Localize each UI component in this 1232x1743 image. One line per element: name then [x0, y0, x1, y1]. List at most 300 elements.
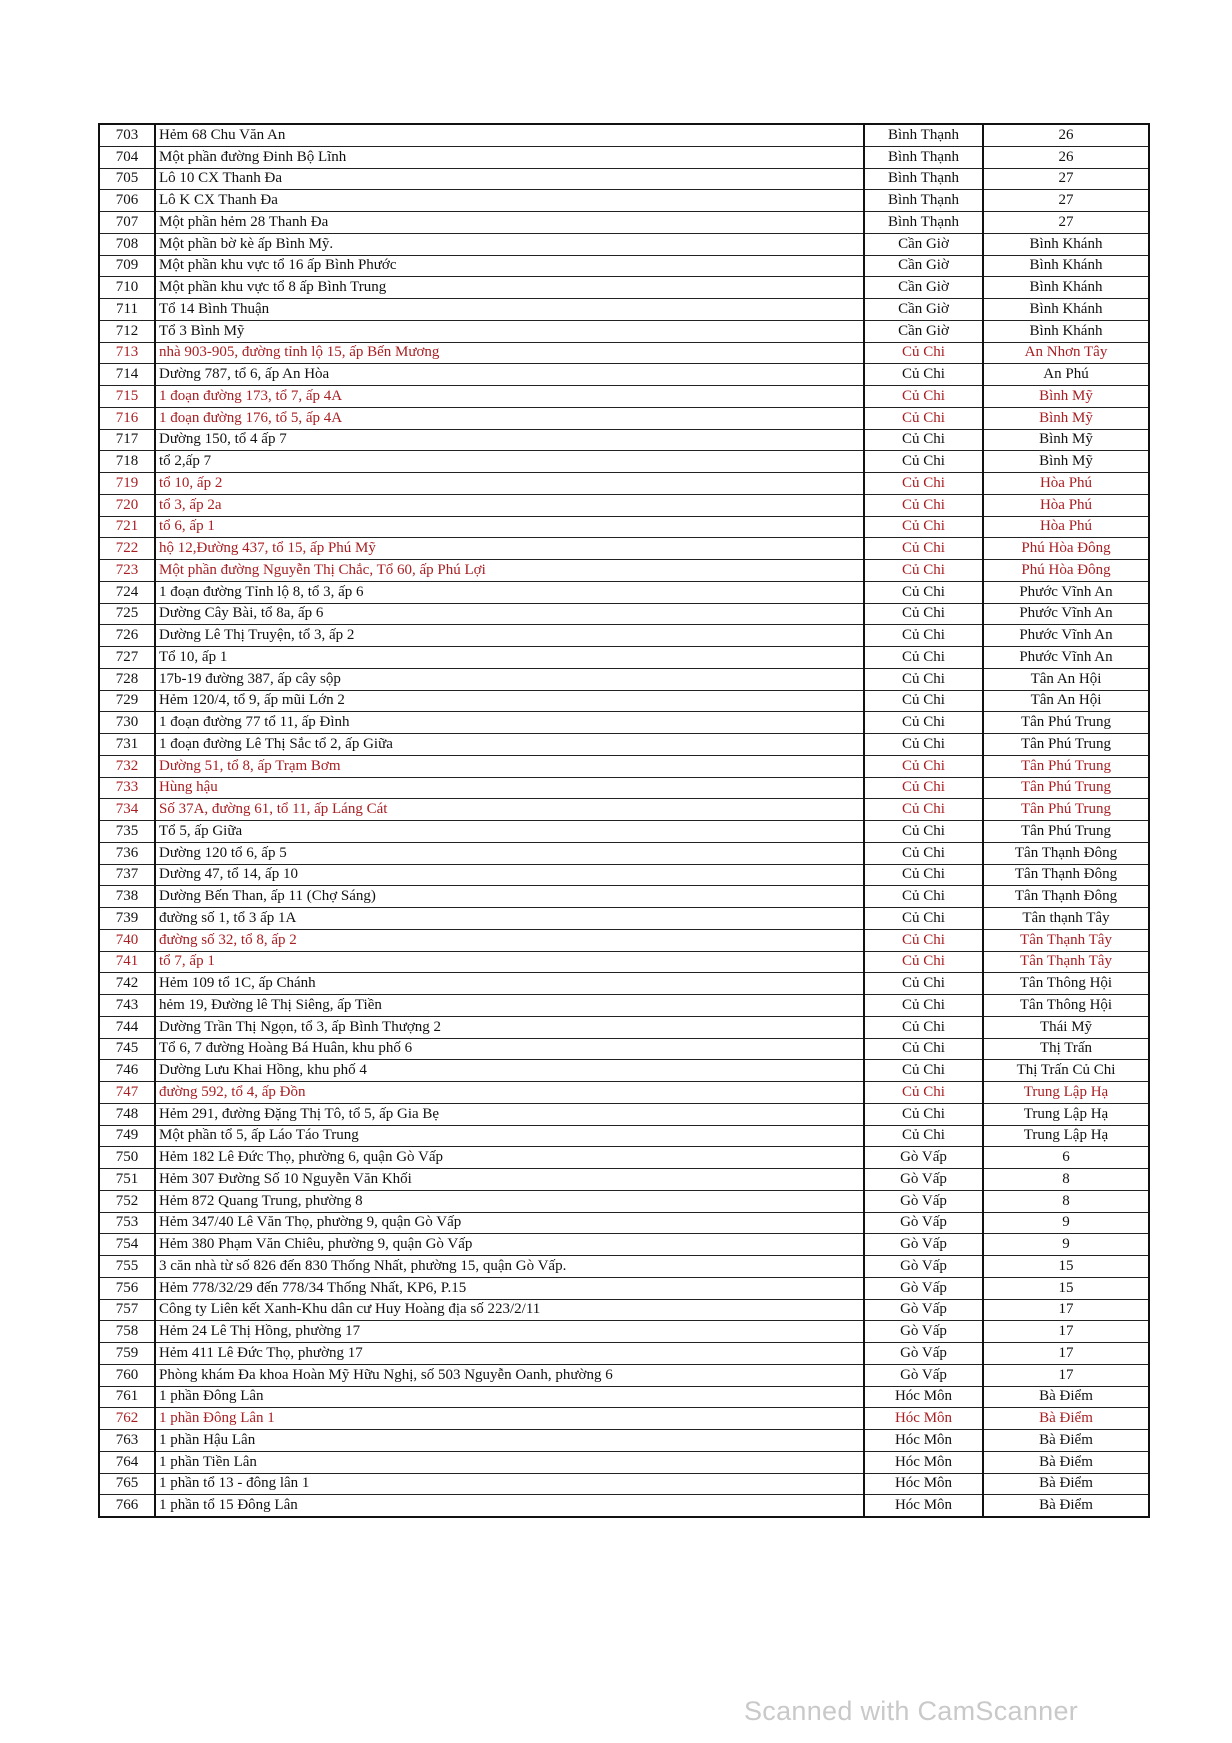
row-address: 1 đoạn đường 176, tổ 5, ấp 4A: [155, 407, 864, 429]
row-number: 747: [99, 1082, 155, 1104]
row-number: 740: [99, 929, 155, 951]
row-ward: Hòa Phú: [983, 516, 1149, 538]
row-ward: 17: [983, 1364, 1149, 1386]
table-row: [99, 1256, 1149, 1278]
table-row: [99, 364, 1149, 386]
row-number: 731: [99, 734, 155, 756]
row-number: 711: [99, 299, 155, 321]
row-number: 732: [99, 755, 155, 777]
row-ward: Bà Điểm: [983, 1386, 1149, 1408]
row-address: Dường 120 tổ 6, ấp 5: [155, 842, 864, 864]
table-body: [99, 124, 1149, 1517]
row-ward: Tân Thạnh Đông: [983, 864, 1149, 886]
row-ward: 17: [983, 1299, 1149, 1321]
row-district: Củ Chi: [864, 603, 983, 625]
table-row: [99, 429, 1149, 451]
row-address: Dường Trần Thị Ngọn, tổ 3, ấp Bình Thượng 2: [155, 1016, 864, 1038]
row-address: Hẻm 411 Lê Đức Thọ, phường 17: [155, 1343, 864, 1365]
row-address: 1 phần tổ 15 Đông Lân: [155, 1495, 864, 1517]
row-district: Bình Thạnh: [864, 168, 983, 190]
row-ward: Hòa Phú: [983, 494, 1149, 516]
row-address: Dường Bến Than, ấp 11 (Chợ Sáng): [155, 886, 864, 908]
table-row: [99, 668, 1149, 690]
row-number: 708: [99, 233, 155, 255]
table-row: [99, 212, 1149, 234]
row-number: 724: [99, 581, 155, 603]
row-address: Hẻm 109 tổ 1C, ấp Chánh: [155, 973, 864, 995]
row-ward: Bình Mỹ: [983, 407, 1149, 429]
row-ward: Thái Mỹ: [983, 1016, 1149, 1038]
table-row: [99, 995, 1149, 1017]
row-ward: Bình Khánh: [983, 299, 1149, 321]
row-district: Cần Giờ: [864, 277, 983, 299]
row-address: Hẻm 24 Lê Thị Hồng, phường 17: [155, 1321, 864, 1343]
row-district: Hóc Môn: [864, 1473, 983, 1495]
row-ward: Bà Điểm: [983, 1495, 1149, 1517]
row-ward: 26: [983, 124, 1149, 146]
row-number: 761: [99, 1386, 155, 1408]
row-ward: An Phú: [983, 364, 1149, 386]
row-number: 746: [99, 1060, 155, 1082]
row-address: Dường 150, tổ 4 ấp 7: [155, 429, 864, 451]
row-district: Củ Chi: [864, 1038, 983, 1060]
row-address: 17b-19 đường 387, ấp cây sộp: [155, 668, 864, 690]
row-district: Củ Chi: [864, 995, 983, 1017]
row-address: Dường Lê Thị Truyện, tổ 3, ấp 2: [155, 625, 864, 647]
row-address: tổ 6, ấp 1: [155, 516, 864, 538]
table-row: [99, 690, 1149, 712]
row-district: Hóc Môn: [864, 1386, 983, 1408]
row-number: 733: [99, 777, 155, 799]
row-district: Gò Vấp: [864, 1277, 983, 1299]
row-address: Hẻm 182 Lê Đức Thọ, phường 6, quận Gò Vấp: [155, 1147, 864, 1169]
row-ward: 27: [983, 212, 1149, 234]
row-address: Một phần khu vực tổ 8 ấp Bình Trung: [155, 277, 864, 299]
row-address: Một phần bờ kè ấp Bình Mỹ.: [155, 233, 864, 255]
table-row: [99, 1495, 1149, 1517]
row-district: Bình Thạnh: [864, 190, 983, 212]
row-ward: Tân An Hội: [983, 668, 1149, 690]
table-row: [99, 908, 1149, 930]
row-address: Hẻm 120/4, tổ 9, ấp mũi Lớn 2: [155, 690, 864, 712]
row-ward: Tân Thạnh Tây: [983, 951, 1149, 973]
row-number: 722: [99, 538, 155, 560]
row-number: 716: [99, 407, 155, 429]
row-number: 755: [99, 1256, 155, 1278]
row-district: Gò Vấp: [864, 1364, 983, 1386]
row-district: Hóc Môn: [864, 1408, 983, 1430]
row-ward: Phước Vĩnh An: [983, 625, 1149, 647]
row-ward: Bình Khánh: [983, 320, 1149, 342]
row-district: Củ Chi: [864, 1125, 983, 1147]
row-number: 725: [99, 603, 155, 625]
row-ward: Tân Phú Trung: [983, 734, 1149, 756]
table-row: [99, 1408, 1149, 1430]
row-ward: 26: [983, 146, 1149, 168]
row-address: 1 phần Tiền Lân: [155, 1451, 864, 1473]
table-row: [99, 821, 1149, 843]
row-address: Dường 51, tổ 8, ấp Trạm Bơm: [155, 755, 864, 777]
row-address: Tổ 3 Bình Mỹ: [155, 320, 864, 342]
row-district: Củ Chi: [864, 581, 983, 603]
row-number: 715: [99, 386, 155, 408]
row-district: Củ Chi: [864, 1082, 983, 1104]
row-number: 721: [99, 516, 155, 538]
row-number: 704: [99, 146, 155, 168]
row-ward: Tân Phú Trung: [983, 712, 1149, 734]
locations-table: [98, 123, 1150, 1518]
table-row: [99, 451, 1149, 473]
row-number: 719: [99, 473, 155, 495]
table-row: [99, 973, 1149, 995]
row-ward: 9: [983, 1212, 1149, 1234]
row-number: 744: [99, 1016, 155, 1038]
row-address: Hẻm 68 Chu Văn An: [155, 124, 864, 146]
row-ward: Phú Hòa Đông: [983, 560, 1149, 582]
row-district: Củ Chi: [864, 364, 983, 386]
row-ward: Tân Phú Trung: [983, 799, 1149, 821]
row-ward: Tân Thông Hội: [983, 973, 1149, 995]
row-number: 741: [99, 951, 155, 973]
row-district: Củ Chi: [864, 908, 983, 930]
row-number: 753: [99, 1212, 155, 1234]
row-number: 751: [99, 1169, 155, 1191]
row-address: Lô K CX Thanh Đa: [155, 190, 864, 212]
row-ward: Phước Vĩnh An: [983, 647, 1149, 669]
row-address: Phòng khám Đa khoa Hoàn Mỹ Hữu Nghị, số 503 Nguyễn Oanh, phường 6: [155, 1364, 864, 1386]
row-ward: Bà Điểm: [983, 1451, 1149, 1473]
row-address: Công ty Liên kết Xanh-Khu dân cư Huy Hoàng địa số 223/2/11: [155, 1299, 864, 1321]
row-address: Một phần tổ 5, ấp Láo Táo Trung: [155, 1125, 864, 1147]
table-row: [99, 473, 1149, 495]
row-address: 1 phần tổ 13 - đông lân 1: [155, 1473, 864, 1495]
table-row: [99, 277, 1149, 299]
row-district: Củ Chi: [864, 929, 983, 951]
row-number: 756: [99, 1277, 155, 1299]
row-ward: Bình Mỹ: [983, 451, 1149, 473]
row-number: 726: [99, 625, 155, 647]
row-address: đường 592, tổ 4, ấp Đồn: [155, 1082, 864, 1104]
table-row: [99, 951, 1149, 973]
table-row: [99, 581, 1149, 603]
table-row: [99, 1343, 1149, 1365]
row-address: Dường Lưu Khai Hồng, khu phố 4: [155, 1060, 864, 1082]
row-ward: 8: [983, 1190, 1149, 1212]
row-ward: Tân Thạnh Đông: [983, 842, 1149, 864]
table-row: [99, 842, 1149, 864]
row-ward: 27: [983, 168, 1149, 190]
row-number: 706: [99, 190, 155, 212]
table-row: [99, 560, 1149, 582]
row-ward: Bà Điểm: [983, 1408, 1149, 1430]
row-address: tổ 10, ấp 2: [155, 473, 864, 495]
row-number: 748: [99, 1103, 155, 1125]
row-number: 749: [99, 1125, 155, 1147]
row-district: Củ Chi: [864, 407, 983, 429]
row-district: Củ Chi: [864, 842, 983, 864]
table-row: [99, 320, 1149, 342]
row-address: 1 phần Đông Lân 1: [155, 1408, 864, 1430]
row-district: Gò Vấp: [864, 1256, 983, 1278]
row-district: Củ Chi: [864, 690, 983, 712]
row-district: Củ Chi: [864, 668, 983, 690]
row-ward: 15: [983, 1256, 1149, 1278]
table-row: [99, 299, 1149, 321]
table-row: [99, 1190, 1149, 1212]
row-district: Cần Giờ: [864, 320, 983, 342]
row-ward: 27: [983, 190, 1149, 212]
row-district: Củ Chi: [864, 386, 983, 408]
row-address: Hẻm 778/32/29 đến 778/34 Thống Nhất, KP6, P.15: [155, 1277, 864, 1299]
row-district: Củ Chi: [864, 734, 983, 756]
row-address: Tổ 10, ấp 1: [155, 647, 864, 669]
row-district: Củ Chi: [864, 821, 983, 843]
table-row: [99, 799, 1149, 821]
row-number: 752: [99, 1190, 155, 1212]
row-district: Củ Chi: [864, 473, 983, 495]
row-number: 728: [99, 668, 155, 690]
row-ward: Tân Thạnh Đông: [983, 886, 1149, 908]
row-number: 737: [99, 864, 155, 886]
row-address: Hẻm 307 Đường Số 10 Nguyễn Văn Khối: [155, 1169, 864, 1191]
row-ward: Bình Khánh: [983, 233, 1149, 255]
row-number: 759: [99, 1343, 155, 1365]
table-row: [99, 1125, 1149, 1147]
table-row: [99, 407, 1149, 429]
row-number: 762: [99, 1408, 155, 1430]
row-address: 1 đoạn đường Tỉnh lộ 8, tổ 3, ấp 6: [155, 581, 864, 603]
table-row: [99, 1212, 1149, 1234]
table-row: [99, 1321, 1149, 1343]
row-number: 712: [99, 320, 155, 342]
row-address: Dường 47, tổ 14, ấp 10: [155, 864, 864, 886]
table-row: [99, 1386, 1149, 1408]
row-address: 3 căn nhà từ số 826 đến 830 Thống Nhất, phường 15, quận Gò Vấp.: [155, 1256, 864, 1278]
row-address: hẻm 19, Đường lê Thị Siêng, ấp Tiền: [155, 995, 864, 1017]
row-ward: 17: [983, 1321, 1149, 1343]
row-ward: Bà Điểm: [983, 1430, 1149, 1452]
row-district: Củ Chi: [864, 538, 983, 560]
row-ward: 9: [983, 1234, 1149, 1256]
row-ward: Trung Lập Hạ: [983, 1103, 1149, 1125]
row-number: 710: [99, 277, 155, 299]
row-address: Một phần đường Đinh Bộ Lĩnh: [155, 146, 864, 168]
scanner-watermark: Scanned with CamScanner: [744, 1696, 1079, 1726]
row-number: 727: [99, 647, 155, 669]
table-row: [99, 1473, 1149, 1495]
row-address: 1 đoạn đường 77 tổ 11, ấp Đình: [155, 712, 864, 734]
table-row: [99, 603, 1149, 625]
row-ward: Thị Trấn Củ Chi: [983, 1060, 1149, 1082]
row-district: Củ Chi: [864, 886, 983, 908]
row-address: tổ 3, ấp 2a: [155, 494, 864, 516]
row-address: Tổ 6, 7 đường Hoàng Bá Huân, khu phố 6: [155, 1038, 864, 1060]
row-district: Củ Chi: [864, 429, 983, 451]
table-row: [99, 1234, 1149, 1256]
table-row: [99, 734, 1149, 756]
row-district: Gò Vấp: [864, 1169, 983, 1191]
row-ward: Tân An Hội: [983, 690, 1149, 712]
row-number: 713: [99, 342, 155, 364]
row-district: Củ Chi: [864, 973, 983, 995]
row-district: Củ Chi: [864, 342, 983, 364]
row-address: Tổ 5, ấp Giữa: [155, 821, 864, 843]
row-address: Một phần khu vực tổ 16 ấp Bình Phước: [155, 255, 864, 277]
table-row: [99, 494, 1149, 516]
table-row: [99, 1016, 1149, 1038]
row-number: 750: [99, 1147, 155, 1169]
table-row: [99, 1430, 1149, 1452]
table-row: [99, 538, 1149, 560]
table-row: [99, 1364, 1149, 1386]
row-number: 703: [99, 124, 155, 146]
row-number: 760: [99, 1364, 155, 1386]
row-number: 758: [99, 1321, 155, 1343]
row-district: Cần Giờ: [864, 255, 983, 277]
row-ward: Bình Khánh: [983, 277, 1149, 299]
row-address: Một phần hẻm 28 Thanh Đa: [155, 212, 864, 234]
table-row: [99, 1299, 1149, 1321]
row-number: 714: [99, 364, 155, 386]
document-table-container: [98, 123, 1148, 1518]
row-address: Dường Cây Bài, tổ 8a, ấp 6: [155, 603, 864, 625]
row-ward: Tân Phú Trung: [983, 755, 1149, 777]
row-district: Gò Vấp: [864, 1343, 983, 1365]
table-row: [99, 755, 1149, 777]
row-ward: Bình Mỹ: [983, 429, 1149, 451]
row-district: Hóc Môn: [864, 1451, 983, 1473]
row-district: Củ Chi: [864, 755, 983, 777]
row-district: Củ Chi: [864, 451, 983, 473]
table-row: [99, 712, 1149, 734]
row-number: 757: [99, 1299, 155, 1321]
table-row: [99, 233, 1149, 255]
row-ward: Tân Phú Trung: [983, 777, 1149, 799]
row-number: 735: [99, 821, 155, 843]
table-row: [99, 342, 1149, 364]
row-address: Số 37A, đường 61, tổ 11, ấp Láng Cát: [155, 799, 864, 821]
row-number: 734: [99, 799, 155, 821]
row-ward: Bình Khánh: [983, 255, 1149, 277]
row-district: Củ Chi: [864, 560, 983, 582]
row-number: 717: [99, 429, 155, 451]
row-ward: An Nhơn Tây: [983, 342, 1149, 364]
row-district: Gò Vấp: [864, 1299, 983, 1321]
row-ward: Thị Trấn: [983, 1038, 1149, 1060]
table-row: [99, 1169, 1149, 1191]
row-address: Hẻm 872 Quang Trung, phường 8: [155, 1190, 864, 1212]
row-number: 707: [99, 212, 155, 234]
row-ward: Bà Điểm: [983, 1473, 1149, 1495]
row-number: 729: [99, 690, 155, 712]
row-address: Dường 787, tổ 6, ấp An Hòa: [155, 364, 864, 386]
row-district: Bình Thạnh: [864, 124, 983, 146]
row-ward: 15: [983, 1277, 1149, 1299]
row-district: Hóc Môn: [864, 1430, 983, 1452]
row-ward: Tân thạnh Tây: [983, 908, 1149, 930]
row-number: 754: [99, 1234, 155, 1256]
row-district: Củ Chi: [864, 1103, 983, 1125]
row-district: Hóc Môn: [864, 1495, 983, 1517]
row-address: 1 đoạn đường 173, tổ 7, ấp 4A: [155, 386, 864, 408]
row-address: Tổ 14 Bình Thuận: [155, 299, 864, 321]
row-district: Cần Giờ: [864, 233, 983, 255]
row-ward: Hòa Phú: [983, 473, 1149, 495]
table-row: [99, 1147, 1149, 1169]
row-address: 1 đoạn đường Lê Thị Sắc tổ 2, ấp Giữa: [155, 734, 864, 756]
row-ward: Trung Lập Hạ: [983, 1082, 1149, 1104]
row-number: 736: [99, 842, 155, 864]
table-row: [99, 1082, 1149, 1104]
row-address: Hẻm 347/40 Lê Văn Thọ, phường 9, quận Gò Vấp: [155, 1212, 864, 1234]
row-district: Củ Chi: [864, 712, 983, 734]
row-address: Hẻm 380 Phạm Văn Chiêu, phường 9, quận Gò Vấp: [155, 1234, 864, 1256]
row-district: Củ Chi: [864, 516, 983, 538]
row-number: 718: [99, 451, 155, 473]
row-district: Củ Chi: [864, 1060, 983, 1082]
table-row: [99, 124, 1149, 146]
row-number: 739: [99, 908, 155, 930]
row-address: Hùng hậu: [155, 777, 864, 799]
row-ward: Phước Vĩnh An: [983, 603, 1149, 625]
table-row: [99, 929, 1149, 951]
row-number: 745: [99, 1038, 155, 1060]
row-address: Lô 10 CX Thanh Đa: [155, 168, 864, 190]
row-address: đường số 1, tổ 3 ấp 1A: [155, 908, 864, 930]
row-district: Gò Vấp: [864, 1190, 983, 1212]
row-number: 709: [99, 255, 155, 277]
row-ward: Bình Mỹ: [983, 386, 1149, 408]
row-number: 720: [99, 494, 155, 516]
table-row: [99, 1451, 1149, 1473]
row-number: 738: [99, 886, 155, 908]
row-ward: Phước Vĩnh An: [983, 581, 1149, 603]
row-district: Cần Giờ: [864, 299, 983, 321]
row-district: Củ Chi: [864, 1016, 983, 1038]
row-ward: Tân Phú Trung: [983, 821, 1149, 843]
row-ward: Tân Thông Hội: [983, 995, 1149, 1017]
table-row: [99, 146, 1149, 168]
row-number: 766: [99, 1495, 155, 1517]
table-row: [99, 864, 1149, 886]
table-row: [99, 647, 1149, 669]
row-district: Củ Chi: [864, 494, 983, 516]
row-ward: Trung Lập Hạ: [983, 1125, 1149, 1147]
row-ward: 17: [983, 1343, 1149, 1365]
row-address: nhà 903-905, đường tỉnh lộ 15, ấp Bến Mương: [155, 342, 864, 364]
row-district: Gò Vấp: [864, 1212, 983, 1234]
row-ward: Tân Thạnh Tây: [983, 929, 1149, 951]
row-district: Gò Vấp: [864, 1147, 983, 1169]
row-number: 723: [99, 560, 155, 582]
row-address: hộ 12,Đường 437, tổ 15, ấp Phú Mỹ: [155, 538, 864, 560]
table-row: [99, 168, 1149, 190]
table-row: [99, 1277, 1149, 1299]
table-row: [99, 886, 1149, 908]
row-address: Hẻm 291, đường Đặng Thị Tô, tổ 5, ấp Gia Bẹ: [155, 1103, 864, 1125]
table-row: [99, 255, 1149, 277]
row-district: Củ Chi: [864, 799, 983, 821]
row-number: 705: [99, 168, 155, 190]
row-number: 765: [99, 1473, 155, 1495]
row-district: Bình Thạnh: [864, 146, 983, 168]
row-district: Gò Vấp: [864, 1321, 983, 1343]
table-row: [99, 777, 1149, 799]
row-address: Một phần đường Nguyễn Thị Chắc, Tổ 60, ấp Phú Lợi: [155, 560, 864, 582]
row-number: 743: [99, 995, 155, 1017]
table-row: [99, 625, 1149, 647]
row-district: Củ Chi: [864, 951, 983, 973]
